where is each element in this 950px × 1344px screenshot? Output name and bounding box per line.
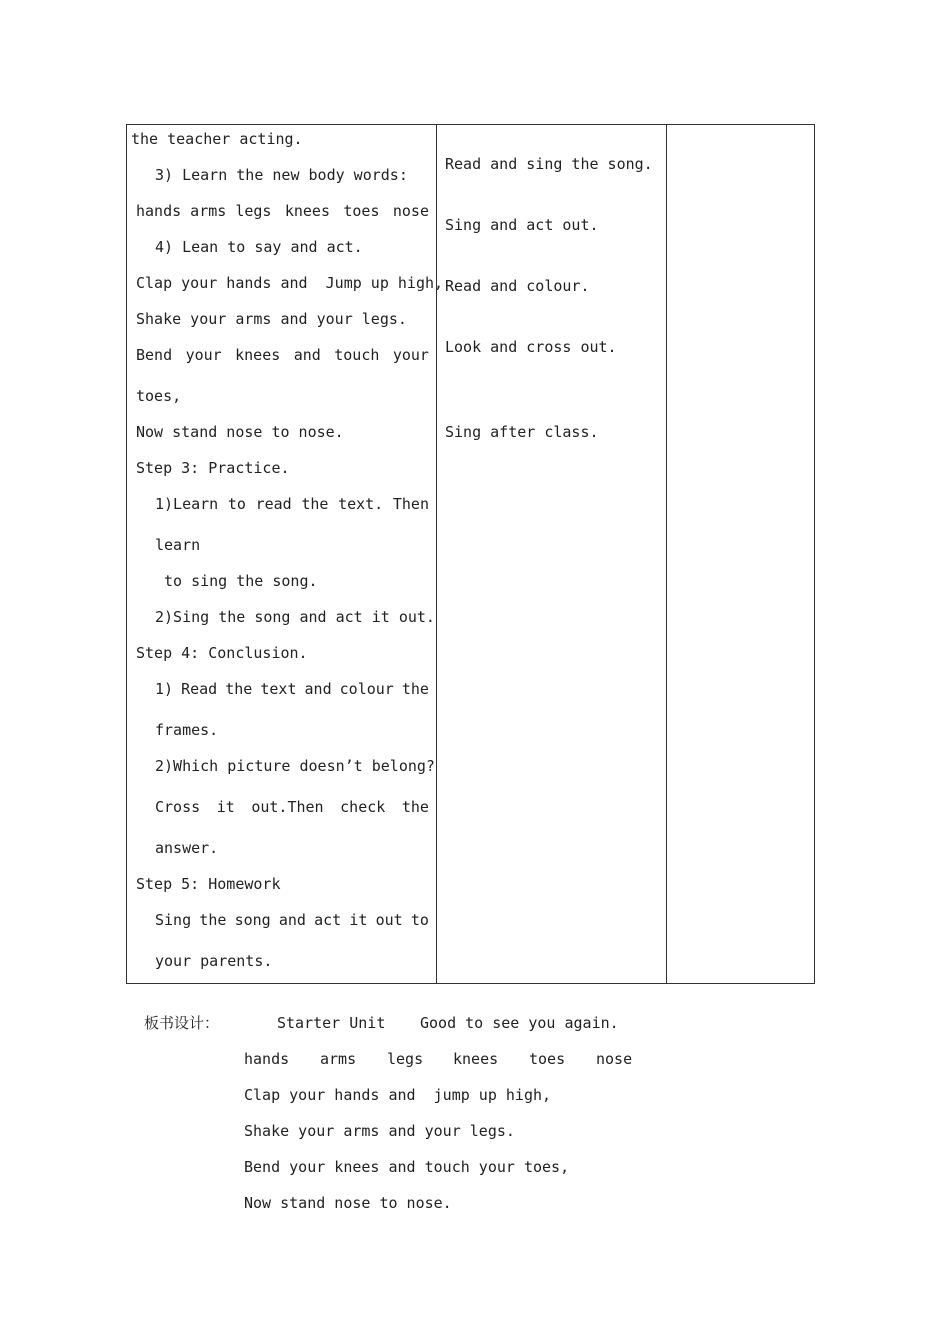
board-word: knees xyxy=(453,1050,499,1068)
step-line: Now stand nose to nose. xyxy=(136,423,344,441)
step-word: text. xyxy=(338,495,384,513)
step-word: your xyxy=(392,346,429,364)
board-line: Clap your hands and jump up high, xyxy=(244,1086,552,1104)
activity-line: Look and cross out. xyxy=(445,338,617,356)
step-line: 4) Lean to say and act. xyxy=(155,238,363,256)
step-line xyxy=(136,345,429,365)
step-word: act xyxy=(314,911,342,929)
step-word: the xyxy=(225,680,253,698)
step-word: text xyxy=(260,680,297,698)
step-line: Step 4: Conclusion. xyxy=(136,644,308,662)
board-unit: Starter Unit xyxy=(277,1014,386,1032)
step-line: answer. xyxy=(155,839,219,857)
step-word: Then xyxy=(392,495,429,513)
board-word: legs xyxy=(387,1050,424,1068)
step-word: song xyxy=(234,911,271,929)
activity-line: Read and colour. xyxy=(445,277,590,295)
step-word: toes xyxy=(343,202,380,220)
board-word: nose xyxy=(596,1050,633,1068)
step-word: Sing xyxy=(155,911,192,929)
board-word: toes xyxy=(529,1050,566,1068)
step-word: out.Then xyxy=(251,798,324,816)
step-word: it xyxy=(216,798,235,816)
activity-line: Read and sing the song. xyxy=(445,155,653,173)
board-line: Now stand nose to nose. xyxy=(244,1194,452,1212)
step-word: and xyxy=(304,680,332,698)
step-line: 2)Which picture doesn’t belong? xyxy=(155,757,435,775)
step-line: Shake your arms and your legs. xyxy=(136,310,407,328)
step-word: the xyxy=(199,911,227,929)
board-word: hands xyxy=(244,1050,290,1068)
step-line: Clap your hands and Jump up high, xyxy=(136,274,444,292)
step-word: to xyxy=(227,495,246,513)
activity-line: Sing after class. xyxy=(445,423,599,441)
step-word: Cross xyxy=(155,798,201,816)
step-word: 1)Learn xyxy=(155,495,219,513)
board-word: arms xyxy=(320,1050,357,1068)
board-line: Bend your knees and touch your toes, xyxy=(244,1158,570,1176)
board-design-label: 板书设计： xyxy=(144,1014,220,1032)
step-word: 1) xyxy=(155,680,174,698)
step-line xyxy=(155,679,429,699)
step-line: frames. xyxy=(155,721,219,739)
step-word: your xyxy=(185,346,222,364)
step-word: and xyxy=(293,346,321,364)
step-line: toes, xyxy=(136,387,182,405)
step-word: check xyxy=(340,798,386,816)
step-word: touch xyxy=(334,346,380,364)
board-title: Good to see you again. xyxy=(420,1014,619,1032)
board-line: Shake your arms and your legs. xyxy=(244,1122,515,1140)
step-word: hands arms legs xyxy=(136,202,272,220)
step-word: colour xyxy=(339,680,394,698)
lesson-table xyxy=(126,124,815,984)
step-word: nose xyxy=(392,202,429,220)
step-word: the xyxy=(301,495,329,513)
step-line: Step 3: Practice. xyxy=(136,459,290,477)
step-line: to sing the song. xyxy=(164,572,318,590)
activity-line: Sing and act out. xyxy=(445,216,599,234)
step-word: the xyxy=(401,680,429,698)
step-line: 2)Sing the song and act it out. xyxy=(155,608,435,626)
step-word: knees xyxy=(235,346,281,364)
step-line: Step 5: Homework xyxy=(136,875,281,893)
step-line: the teacher acting. xyxy=(131,130,303,148)
step-word: knees xyxy=(284,202,330,220)
step-word: Bend xyxy=(136,346,173,364)
column-divider xyxy=(666,125,667,983)
step-word: to xyxy=(410,911,429,929)
column-divider xyxy=(436,125,437,983)
step-line xyxy=(155,494,429,514)
step-line xyxy=(136,201,429,221)
step-line: learn xyxy=(155,536,201,554)
step-word: and xyxy=(278,911,306,929)
step-line xyxy=(155,910,429,930)
step-word: the xyxy=(401,798,429,816)
step-word: out xyxy=(375,911,403,929)
step-line: 3) Learn the new body words: xyxy=(155,166,408,184)
step-word: Read xyxy=(181,680,218,698)
step-line xyxy=(155,797,429,817)
step-word: it xyxy=(349,911,368,929)
step-line: your parents. xyxy=(155,952,273,970)
step-word: read xyxy=(255,495,292,513)
